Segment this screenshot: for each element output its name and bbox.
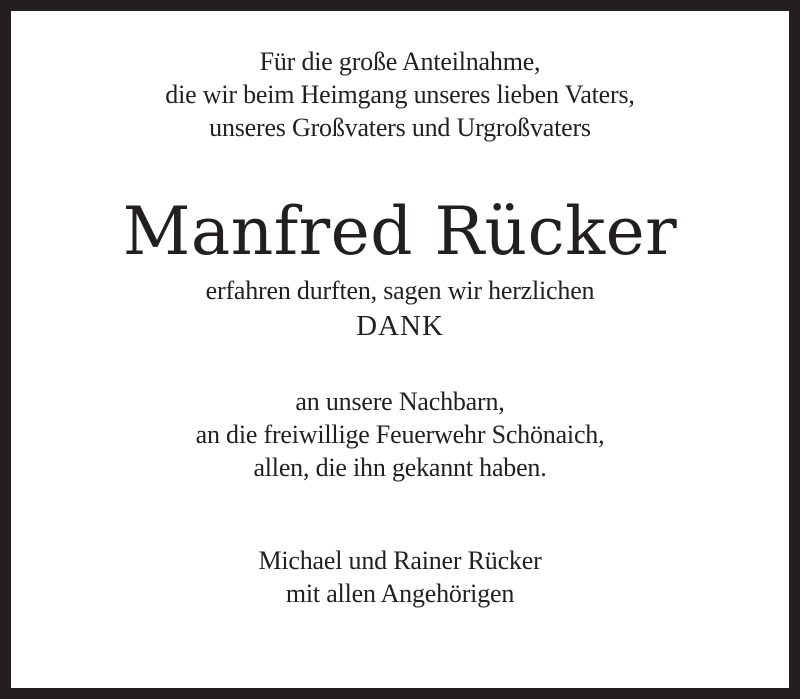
signature-line: Michael und Rainer Rücker (258, 546, 542, 575)
dedication-text (11, 385, 789, 484)
thanks-word: DANK (356, 310, 444, 342)
dedication-line: an unsere Nachbarn, (295, 387, 505, 416)
dedication-line: allen, die ihn gekannt haben. (253, 453, 547, 482)
memorial-notice (11, 11, 789, 688)
dedication-line: an die freiwillige Feuerwehr Schönaich, (195, 420, 605, 449)
deceased-name: Manfred Rücker (122, 193, 678, 270)
intro-line: Für die große Anteilnahme, (259, 47, 541, 76)
signature-text (11, 544, 789, 610)
signature-line: mit allen Angehörigen (285, 579, 515, 608)
intro-line: die wir beim Heimgang unseres lieben Vaters, (165, 80, 635, 109)
thanks-line: erfahren durften, sagen wir herzlichen (205, 276, 595, 305)
intro-line: unseres Großvaters und Urgroßvaters (209, 113, 591, 142)
intro-text (11, 45, 789, 144)
